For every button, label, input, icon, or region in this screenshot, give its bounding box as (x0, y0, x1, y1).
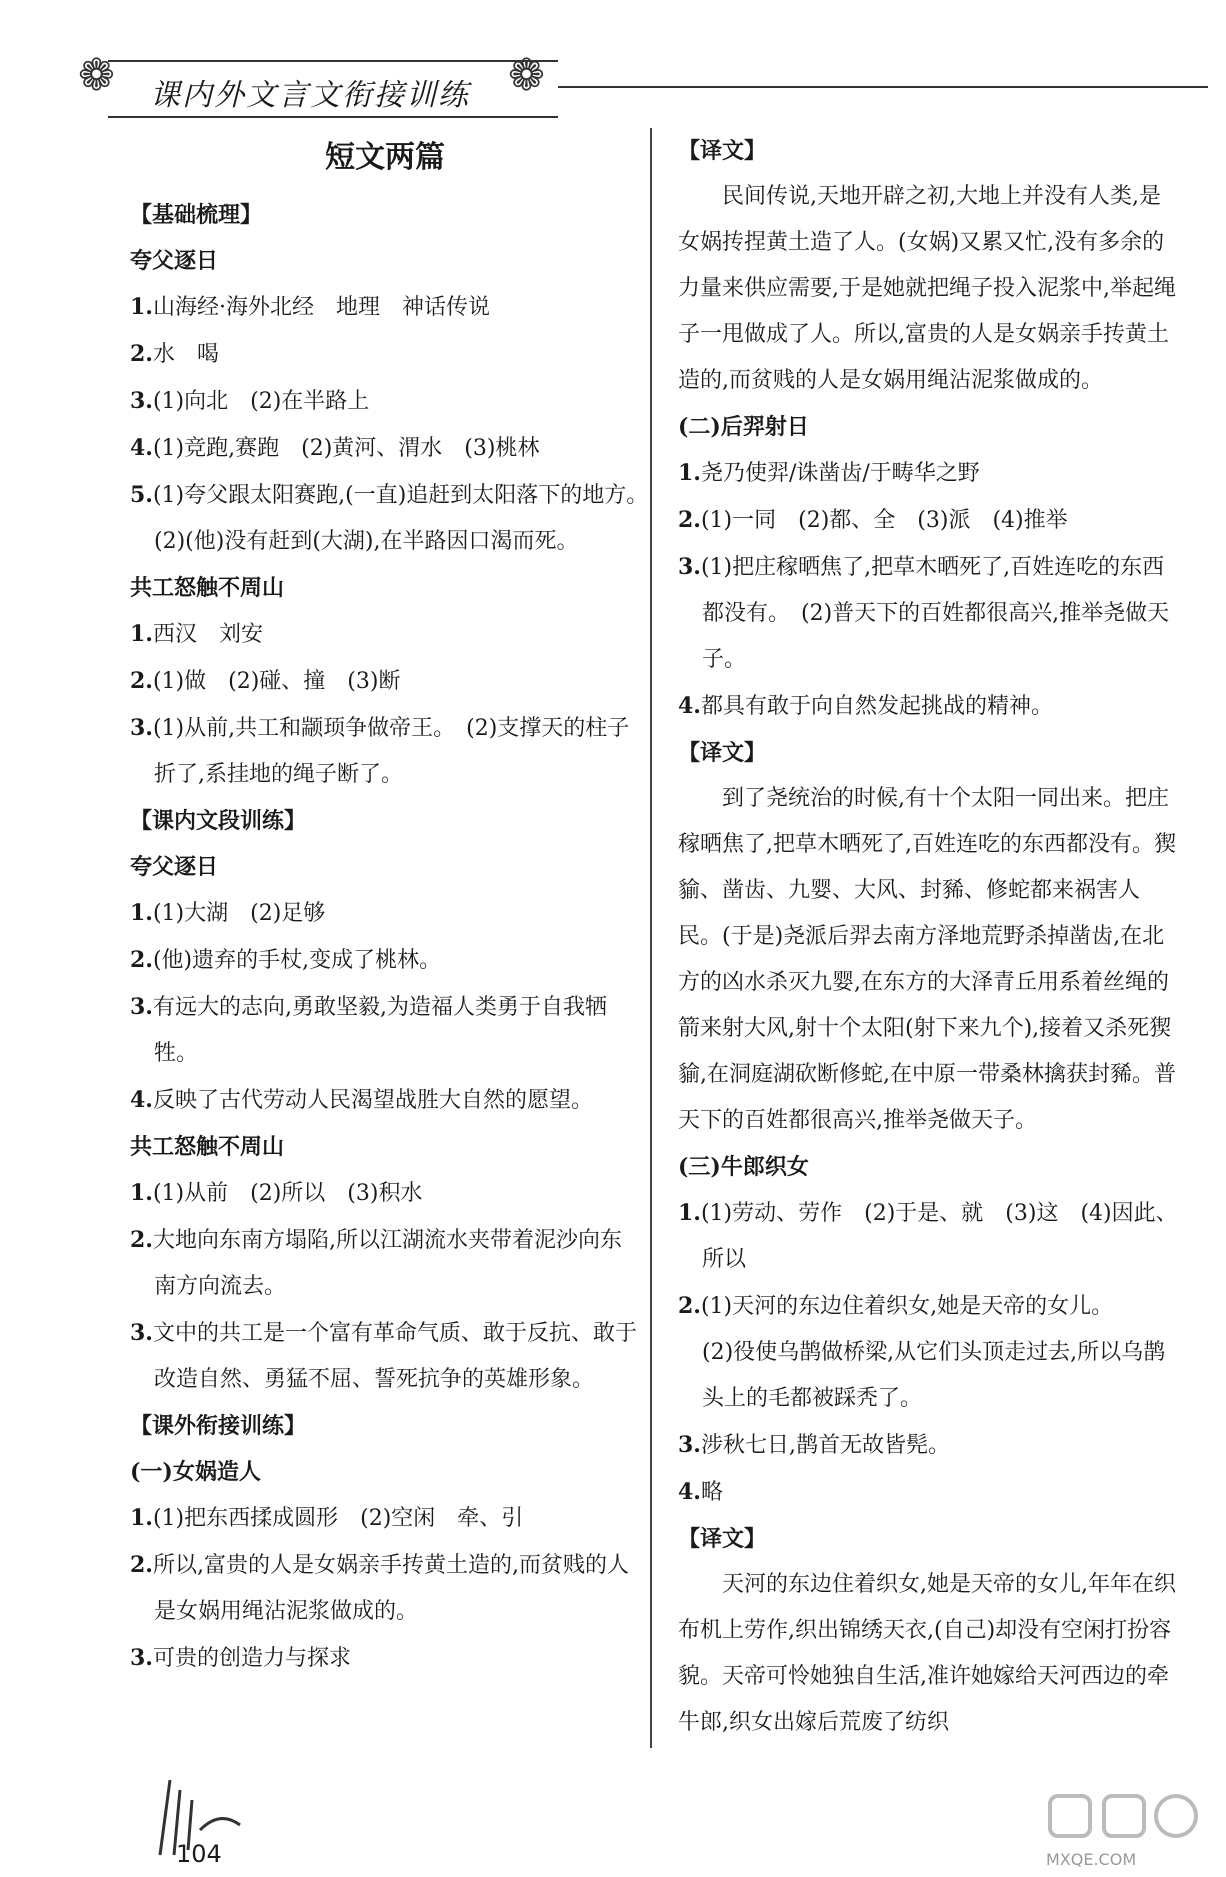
subheading-cowherd: (三)牛郎织女 (678, 1154, 809, 1180)
answer-item: 3.涉秋七日,鹊首无故皆髡。 (678, 1432, 950, 1458)
answer-item: 3.可贵的创造力与探求 (130, 1645, 351, 1671)
answer-subitem: (2)役使乌鹊做桥梁,从它们头顶走过去,所以乌鹊头上的毛都被踩秃了。 (702, 1340, 1166, 1411)
book-title: 课内外文言文衔接训练 (150, 78, 470, 113)
answer-item: 3.(1)从前,共工和颛顼争做帝王。 (2)支撑天的柱子折了,系挂地的绳子断了。 (130, 715, 630, 787)
subheading-nvwa: (一)女娲造人 (130, 1459, 261, 1485)
heading-translation: 【译文】 (678, 1526, 767, 1552)
translation-paragraph: 天河的东边住着织女,她是天帝的女儿,年年在织布机上劳作,织出锦绣天衣,(自己)却没有空闲打扮容貌。天帝可怜她独自生活,准许她嫁给天河西边的牵牛郎,织女出嫁后荒废了纺织 (678, 1572, 1176, 1735)
answer-item: 3.有远大的志向,勇敢坚毅,为造福人类勇于自我牺牲。 (130, 994, 607, 1066)
header-rule (558, 86, 1208, 88)
answer-item: 3.文中的共工是一个富有革命气质、敢于反抗、敢于改造自然、勇猛不屈、誓死抗争的英雄形象。 (130, 1320, 637, 1392)
answer-item: 2.(1)天河的东边住着织女,她是天帝的女儿。 (678, 1293, 1114, 1319)
answer-item: 1.(1)大湖 (2)足够 (130, 900, 326, 926)
answer-item: 4.都具有敢于向自然发起挑战的精神。 (678, 693, 1053, 719)
answer-item: 1.(1)从前 (2)所以 (3)积水 (130, 1180, 423, 1206)
section-title: 短文两篇 (325, 140, 445, 175)
translation-paragraph: 民间传说,天地开辟之初,大地上并没有人类,是女娲抟捏黄土造了人。(女娲)又累又忙,没有多余的力量来供应需要,于是她就把绳子投入泥浆中,举起绳子一甩做成了人。所以,富贵的人是女娲亲手抟黄土造的,而贫贱的人是女娲用绳沾泥浆做成的。 (678, 184, 1176, 393)
heading-in-class: 【课内文段训练】 (130, 808, 307, 834)
answer-item: 2.(他)遗弃的手杖,变成了桃林。 (130, 947, 442, 973)
answer-item: 1.西汉 刘安 (130, 621, 263, 647)
answer-item: 1.尧乃使羿/诛凿齿/于畴华之野 (678, 460, 980, 486)
answer-item: 1.山海经·海外北经 地理 神话传说 (130, 294, 490, 320)
subheading-gonggong: 共工怒触不周山 (130, 575, 285, 601)
answer-item: 4.略 (678, 1479, 723, 1505)
answer-item: 4.反映了古代劳动人民渴望战胜大自然的愿望。 (130, 1087, 593, 1113)
cloud-ornament-right-icon: ❁ (508, 50, 545, 101)
answer-item: 2.所以,富贵的人是女娲亲手抟黄土造的,而贫贱的人是女娲用绳沾泥浆做成的。 (130, 1552, 629, 1624)
translation-paragraph: 到了尧统治的时候,有十个太阳一同出来。把庄稼晒焦了,把草木晒死了,百姓连吃的东西都没有。猰貐、凿齿、九婴、大风、封豨、修蛇都来祸害人民。(于是)尧派后羿去南方泽地荒野杀掉凿齿,在北方的凶水杀灭九婴,在东方的大泽青丘用系着丝绳的箭来射大风,射十个太阳(射下来九个),接着又杀死猰貐,在洞庭湖砍断修蛇,在中原一带桑林擒获封豨。普天下的百姓都很高兴,推举尧做天子。 (678, 786, 1176, 1133)
left-column (130, 128, 660, 1682)
answer-item: 2.大地向东南方塌陷,所以江湖流水夹带着泥沙向东南方向流去。 (130, 1227, 622, 1299)
right-column (678, 128, 1178, 1746)
answer-item: 1.(1)劳动、劳作 (2)于是、就 (3)这 (4)因此、所以 (678, 1200, 1178, 1272)
column-divider (650, 128, 652, 1748)
answer-item: 3.(1)向北 (2)在半路上 (130, 388, 370, 414)
heading-extracurricular: 【课外衔接训练】 (130, 1413, 307, 1439)
answer-item: 2.(1)做 (2)碰、撞 (3)断 (130, 668, 401, 694)
page-number: 104 (176, 1840, 222, 1868)
subheading-gonggong: 共工怒触不周山 (130, 1134, 285, 1160)
cloud-ornament-left-icon: ❁ (78, 50, 115, 101)
subheading-houyi: (二)后羿射日 (678, 414, 809, 440)
answer-item: 3.(1)把庄稼晒焦了,把草木晒死了,百姓连吃的东西都没有。 (2)普天下的百姓都很高兴,推举尧做天子。 (678, 554, 1170, 672)
heading-translation: 【译文】 (678, 740, 767, 766)
subheading-kuafu: 夸父逐日 (130, 248, 219, 274)
heading-translation: 【译文】 (678, 138, 767, 164)
heading-basics: 【基础梳理】 (130, 202, 263, 228)
answer-item: 2.(1)一同 (2)都、全 (3)派 (4)推举 (678, 507, 1068, 533)
answer-item: 1.(1)把东西揉成圆形 (2)空闲 牵、引 (130, 1505, 524, 1531)
answer-item: 5.(1)夸父跟太阳赛跑,(一直)追赶到太阳落下的地方。 (2)(他)没有赶到(大湖),在半路因口渴而死。 (130, 482, 660, 554)
answer-item: 2.水 喝 (130, 341, 219, 367)
answer-item: 4.(1)竞跑,赛跑 (2)黄河、渭水 (3)桃林 (130, 435, 540, 461)
subheading-kuafu: 夸父逐日 (130, 854, 219, 880)
page-header (78, 40, 1208, 130)
watermark-text: MXQE.COM (1046, 1850, 1137, 1869)
